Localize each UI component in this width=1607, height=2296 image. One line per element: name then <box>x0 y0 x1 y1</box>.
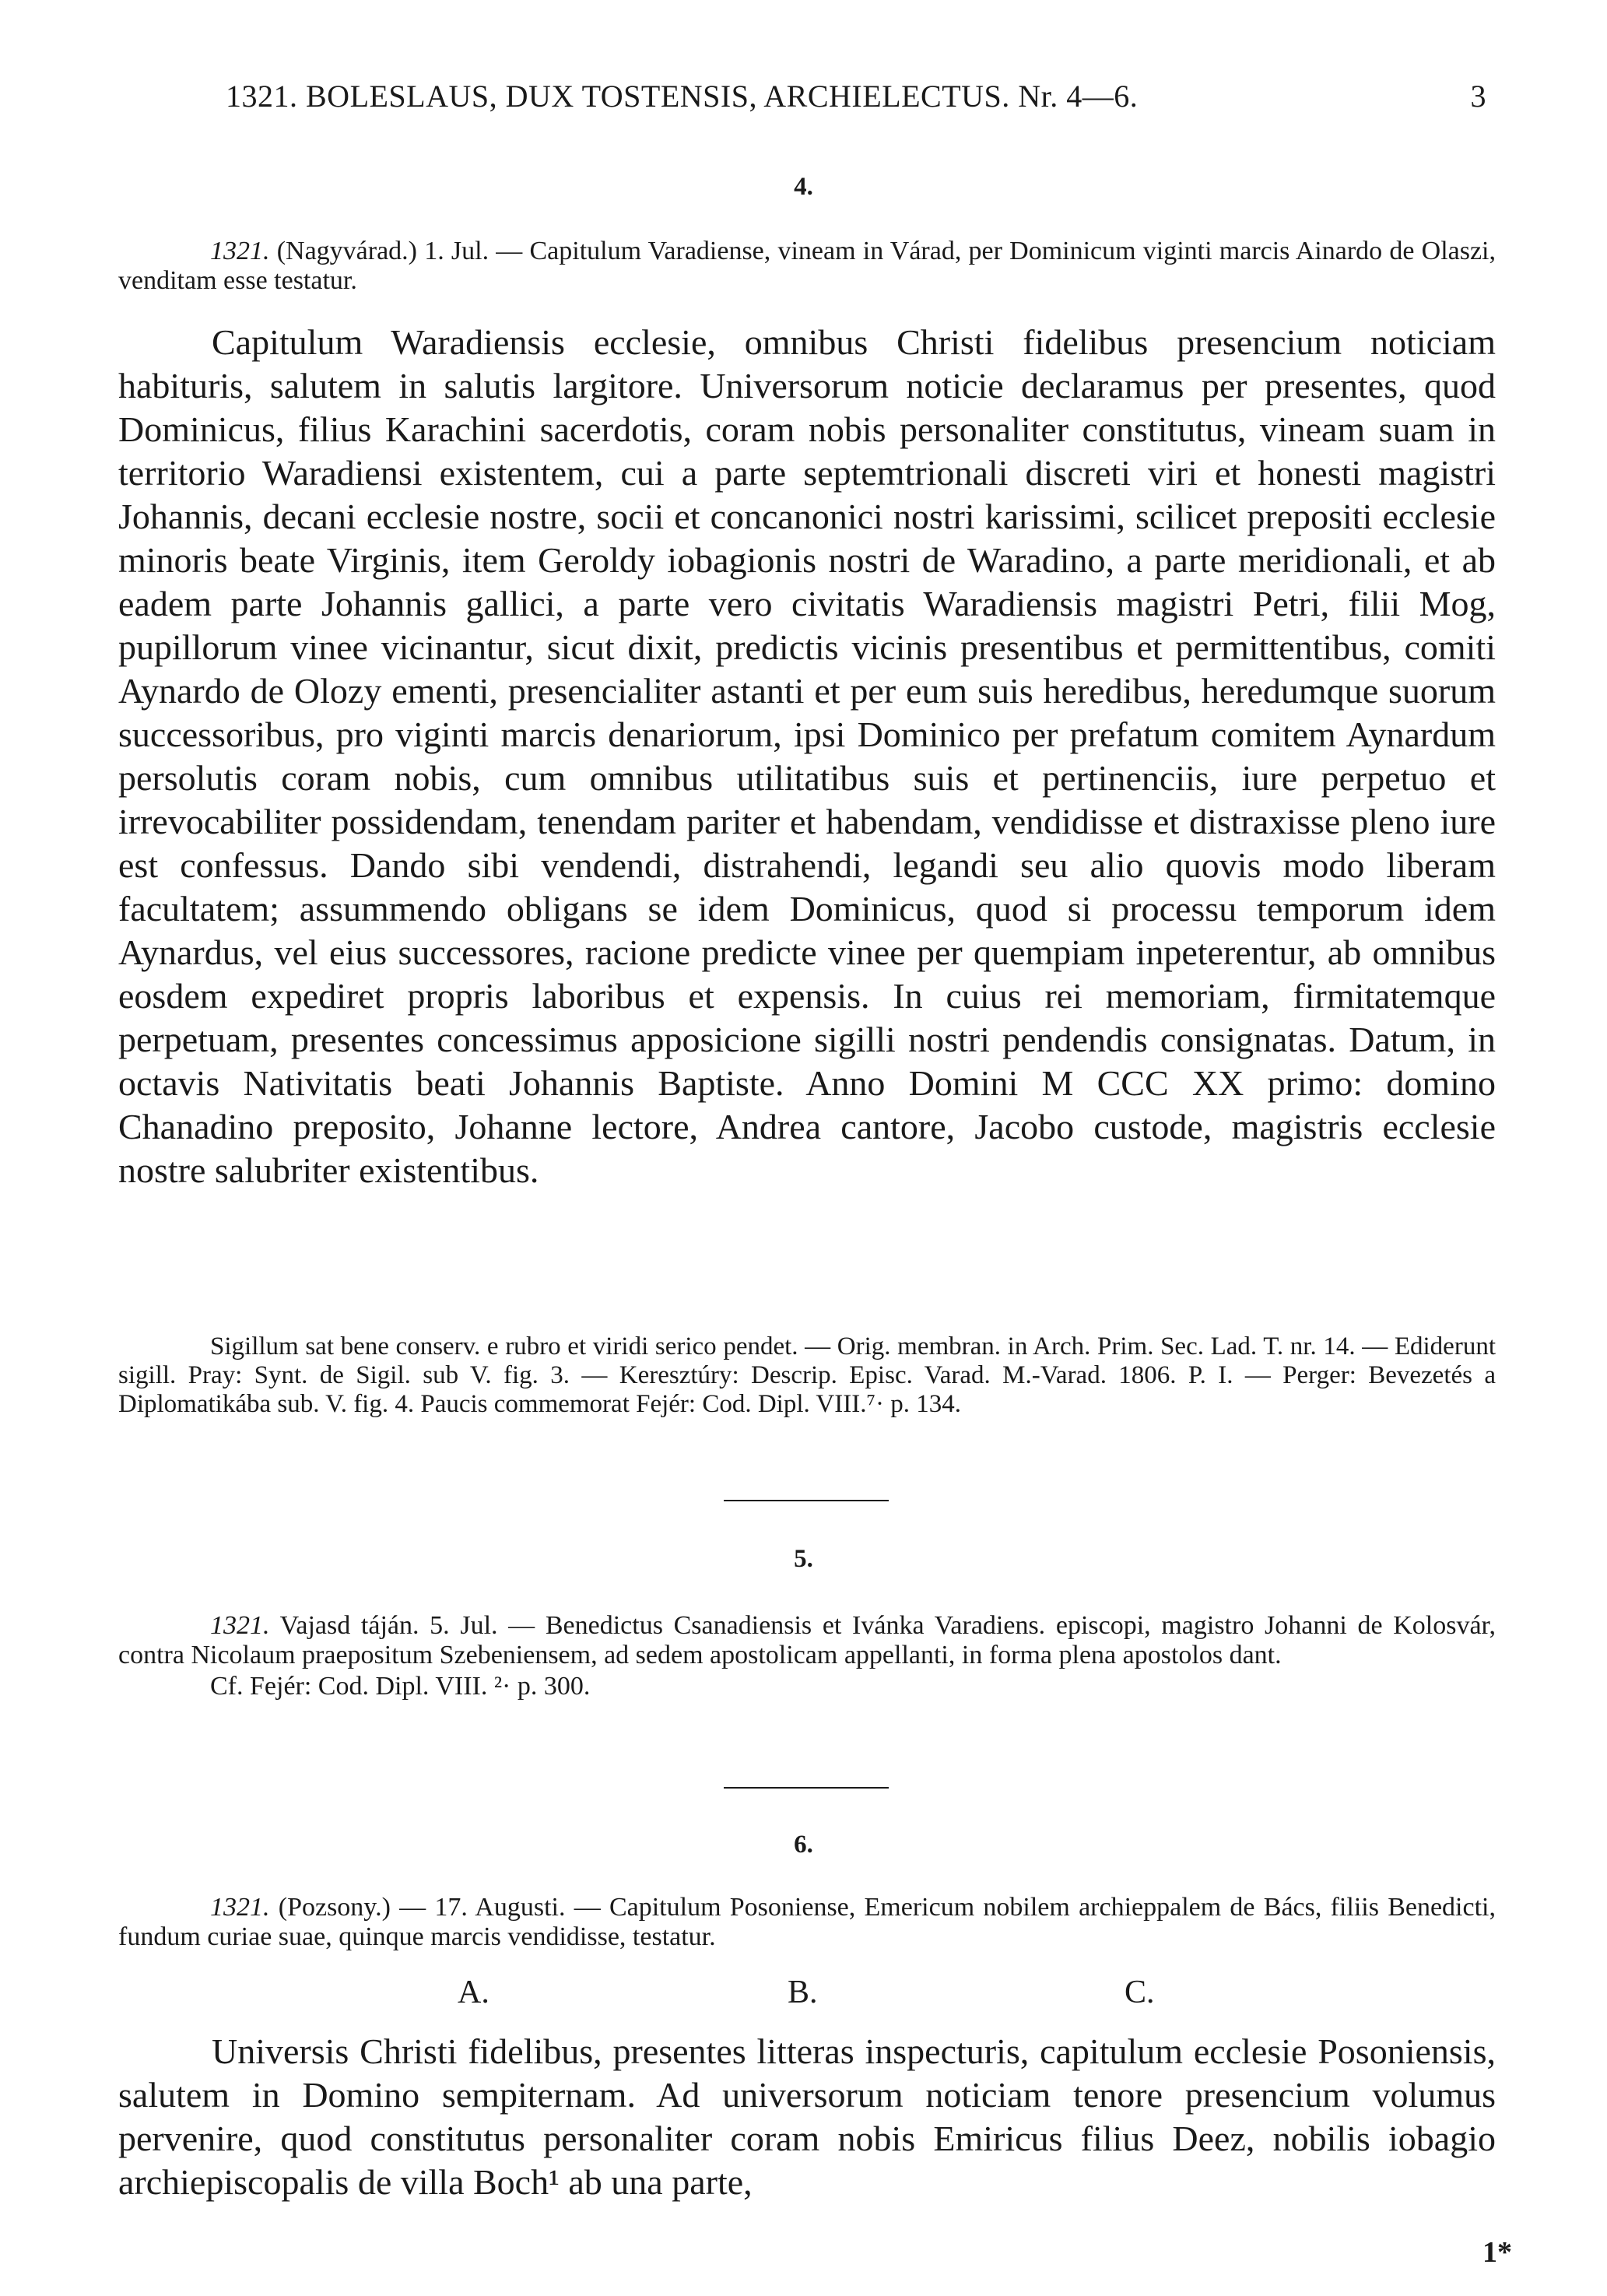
doc4-apparatus <box>118 1332 1496 1419</box>
doc6-date: 1321. <box>210 1893 270 1922</box>
doc5-date: 1321. <box>210 1611 270 1640</box>
variant-label-a: A. <box>458 1975 489 2010</box>
doc5-regest <box>118 1611 1496 1701</box>
running-header <box>226 78 1486 114</box>
doc6-text: Universis Christi fidelibus, presentes litteras inspecturis, capitulum ecclesie Posoniensis, salutem in Domino sempiternam. Ad universorum noticiam tenore presencium volumus pervenire, quod constitutus personaliter coram nobis Emiricus filius Deez, nobilis iobagio archiepiscopalis de villa Boch¹ ab una parte, <box>118 2031 1496 2202</box>
page-number: 3 <box>1470 79 1486 114</box>
doc6-charter-text <box>118 2030 1496 2204</box>
variant-label-c: C. <box>1125 1975 1155 2010</box>
section-divider <box>724 1787 889 1789</box>
section-divider <box>724 1500 889 1501</box>
doc5-regest-text: Vajasd táján. 5. Jul. — Benedictus Csanadiensis et Ivánka Varadiens. episcopi, magistro Johanni de Kolosvár, contra Nicolaum praepositum Szebeniensem, ad sedem apostolicam appellanti, in forma plena apostolos dant. <box>118 1611 1496 1669</box>
doc4-date: 1321. <box>210 237 270 265</box>
variant-label-b: B. <box>788 1975 818 2010</box>
doc6-number: 6. <box>794 1831 813 1859</box>
doc4-note: Sigillum sat bene conserv. e rubro et viridi serico pendet. — Orig. membran. in Arch. Prim. Sec. Lad. T. nr. 14. — Ediderunt sigill. Pray: Synt. de Sigil. sub V. fig. 3. — Keresztúry: Descrip. Episc. Varad. M.-Varad. 1806. P. I. — Perger: Bevezetés a Diplomatikába sub. V. fig. 4. Paucis commemorat Fejér: Cod. Dipl. VIII.⁷· p. 134. <box>118 1332 1496 1418</box>
doc4-number: 4. <box>794 173 813 201</box>
doc4-text: Capitulum Waradiensis ecclesie, omnibus Christi fidelibus presencium noticiam habituris, salutem in salutis largitore. Universorum noticie declaramus per presentes, quod Dominicus, filius Karachini sacerdotis, coram nobis personaliter constitutus, vineam suam in territorio Waradiensi existentem, cui a parte septemtrionali discreti viri et honesti magistri Johannis, decani ecclesie nostre, socii et concanonici nostri karissimi, scilicet prepositi ecclesie minoris beate Virginis, item Geroldy iobagionis nostri de Waradino, a parte meridionali, et ab eadem parte Johannis gallici, a parte vero civitatis Waradiensis magistri Petri, filii Mog, pupillorum vinee vicinantur, sicut dixit, predictis vicinis presentibus et permittentibus, comiti Aynardo de Olozy ementi, presencialiter astanti et per eum suis heredibus, heredumque suorum successoribus, pro viginti marcis denariorum, ipsi Dominico per prefatum comitem Aynardum persolutis coram nobis, cum omnibus utilitatibus suis et pertinenciis, iure perpetuo et irrevocabiliter possidendam, tenendam pariter et habendam, vendidisse et distraxisse pleno iure est confessus. Dando sibi vendendi, distrahendi, legandi seu alio quovis modo liberam facultatem; assummendo obligans se idem Dominicus, quod si processu temporum idem Aynardus, vel eius successores, racione predicte vinee per quempiam inpeterentur, ab omnibus eosdem expediret propris laboribus et expensis. In cuius rei memoriam, firmitatemque perpetuam, presentes concessimus apposicione sigilli nostri pendendis consignatas. Datum, in octavis Nativitatis beati Johannis Baptiste. Anno Domini M CCC XX primo: domino Chanadino preposito, Johanne lectore, Andrea cantore, Jacobo custode, magistris ecclesie nostre salubriter existentibus. <box>118 322 1496 1190</box>
doc6-regest <box>118 1893 1496 1952</box>
doc4-charter-text <box>118 321 1496 1192</box>
header-title: 1321. BOLESLAUS, DUX TOSTENSIS, ARCHIELECTUS. Nr. 4—6. <box>226 79 1139 114</box>
doc4-regest-text: (Nagyvárad.) 1. Jul. — Capitulum Varadiense, vineam in Várad, per Dominicum viginti marcis Ainardo de Olaszi, venditam esse testatur. <box>118 237 1496 295</box>
signature-mark: 1* <box>1482 2236 1512 2269</box>
doc6-regest-text: (Pozsony.) — 17. Augusti. — Capitulum Posoniense, Emericum nobilem archieppalem de Bács, filiis Benedicti, fundum curiae suae, quinque marcis vendidisse, testatur. <box>118 1893 1496 1951</box>
doc4-regest <box>118 237 1496 296</box>
doc5-number: 5. <box>794 1545 813 1573</box>
doc5-note: Cf. Fejér: Cod. Dipl. VIII. ²· p. 300. <box>210 1672 591 1701</box>
